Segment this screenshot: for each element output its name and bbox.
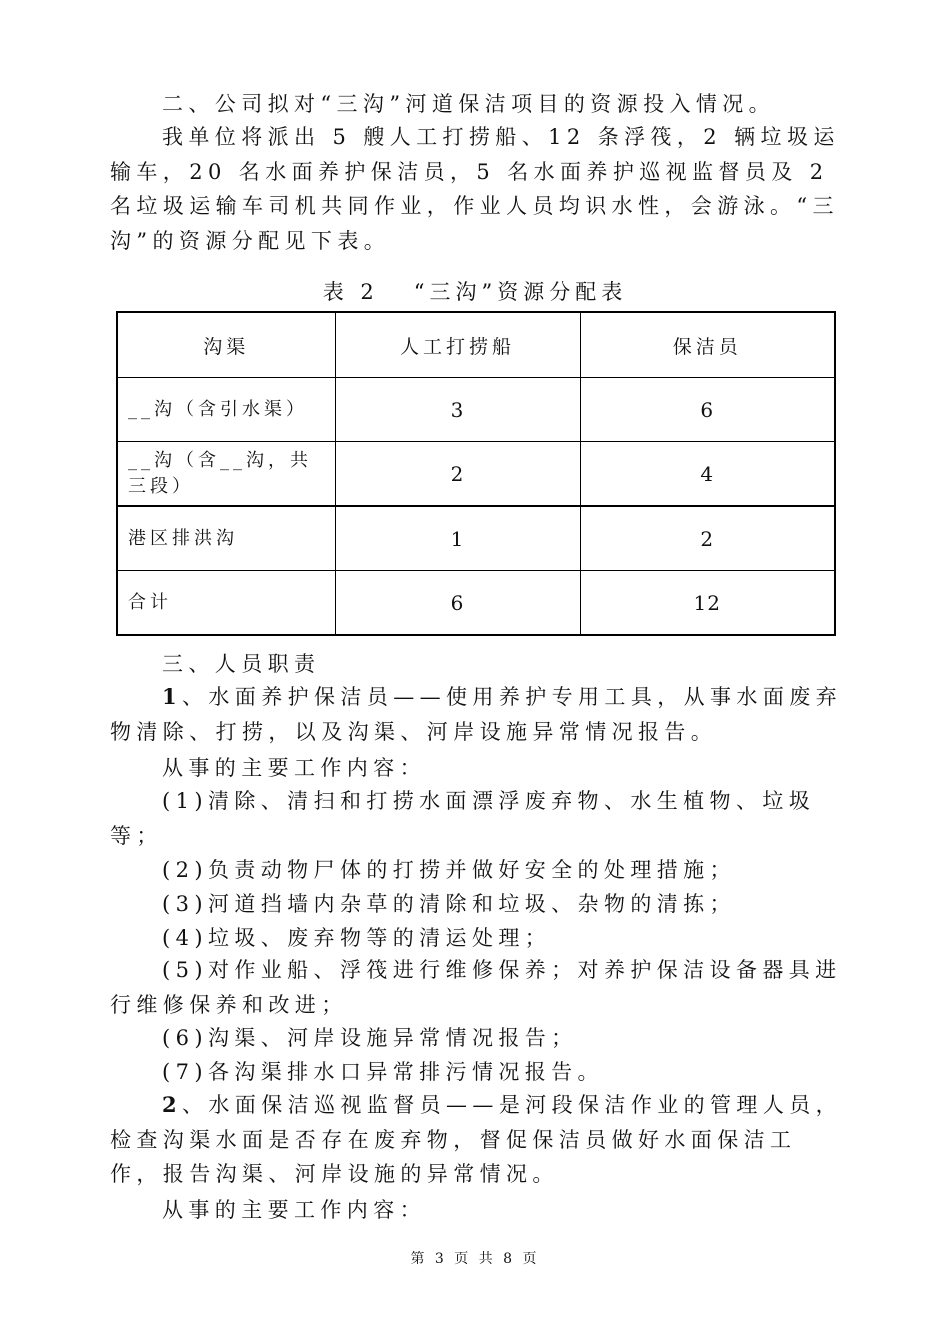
role2-number: 2	[162, 1092, 183, 1117]
section2-heading: 二、公司拟对“三沟”河道保洁项目的资源投入情况。	[162, 92, 776, 116]
role2-duties-title: 从事的主要工作内容：	[162, 1198, 426, 1222]
role1-duty-item: (6)沟渠、河岸设施异常情况报告；	[162, 1026, 578, 1050]
row-channel-name: 港区排洪沟	[117, 506, 335, 571]
role1-number: 1	[162, 684, 183, 709]
role1-text: 、水面养护保洁员——使用养护专用工具，从事水面废弃物清除、打捞，以及沟渠、河岸设施异常情况报告。	[110, 685, 843, 744]
table-row	[117, 442, 835, 507]
total-label: 合计	[117, 571, 335, 636]
header-channel: 沟渠	[117, 312, 335, 378]
row-boats-count: 2	[335, 442, 580, 507]
row-cleaners-count: 6	[580, 378, 835, 442]
role1-paragraph	[110, 680, 842, 749]
section3-heading: 三、人员职责	[162, 652, 321, 676]
table-total-row	[117, 571, 835, 636]
header-boats: 人工打捞船	[335, 312, 580, 378]
row-cleaners-count: 4	[580, 442, 835, 507]
table-header-row	[117, 312, 835, 378]
role1-duty-item: (4)垃圾、废弃物等的清运处理；	[162, 926, 552, 950]
row-boats-count: 3	[335, 378, 580, 442]
resource-table	[116, 311, 836, 636]
role1-duty-item: (3)河道挡墙内杂草的清除和垃圾、杂物的清拣；	[162, 892, 736, 916]
table-row	[117, 506, 835, 571]
page-number-footer: 第 3 页 共 8 页	[410, 1251, 540, 1267]
role1-duties-title: 从事的主要工作内容：	[162, 756, 426, 780]
role2-text: 、水面保洁巡视监督员——是河段保洁作业的管理人员，检查沟渠水面是否存在废弃物，督促保洁员做好水面保洁工作，报告沟渠、河岸设施的异常情况。	[110, 1093, 843, 1186]
total-cleaners: 12	[580, 571, 835, 636]
header-cleaners: 保洁员	[580, 312, 835, 378]
role1-duty-item: (5)对作业船、浮筏进行维修保养；对养护保洁设备器具进行维修保养和改进；	[110, 958, 842, 1017]
row-channel-name: __沟（含__沟，共三段）	[117, 442, 335, 507]
row-boats-count: 1	[335, 506, 580, 571]
row-channel-name: __沟（含引水渠）	[117, 378, 335, 442]
table-row	[117, 378, 835, 442]
section2-body: 我单位将派出 5 艘人工打捞船、12 条浮筏，2 辆垃圾运输车，20 名水面养护保洁员，5 名水面养护巡视监督员及 2 名垃圾运输车司机共同作业，作业人员均识水性，会游泳。“三沟”的资源分配见下表。	[110, 125, 840, 253]
total-boats: 6	[335, 571, 580, 636]
role1-duty-item: (2)负责动物尸体的打捞并做好安全的处理措施；	[162, 858, 736, 882]
role1-duty-item: (1)清除、清扫和打捞水面漂浮废弃物、水生植物、垃圾等；	[110, 789, 816, 848]
role1-duty-item: (7)各沟渠排水口异常排污情况报告。	[162, 1060, 604, 1084]
role2-paragraph	[110, 1088, 842, 1192]
row-cleaners-count: 2	[580, 506, 835, 571]
table-caption: 表 2 “三沟”资源分配表	[322, 280, 628, 304]
